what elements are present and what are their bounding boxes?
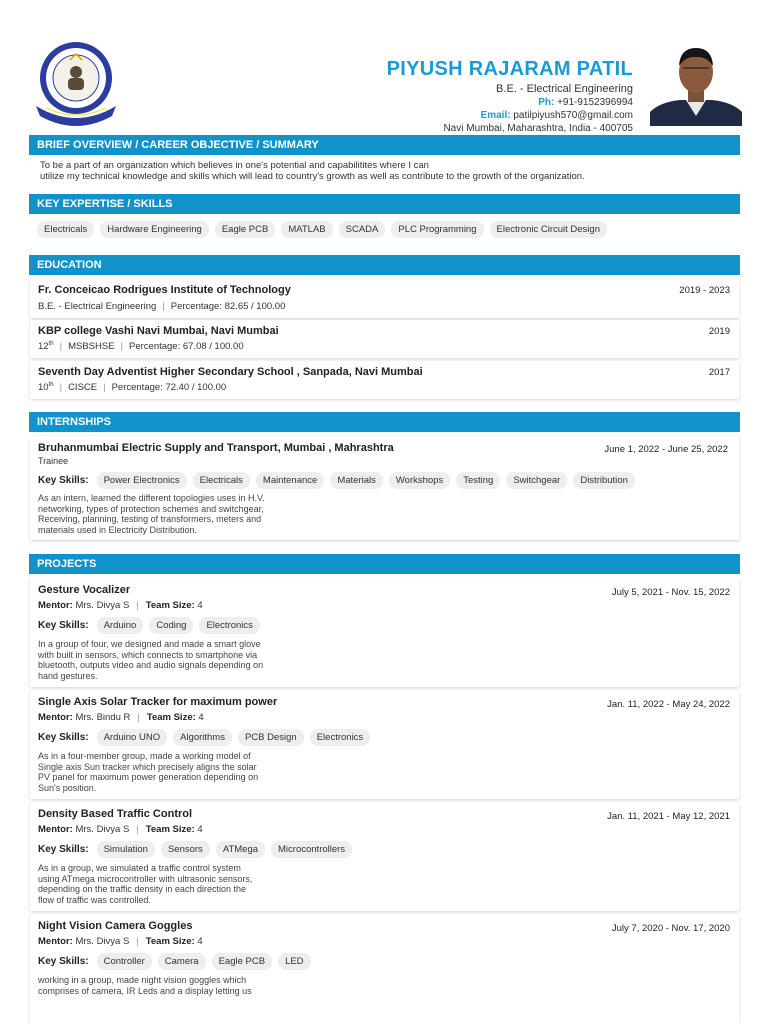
project-card [30,915,739,1024]
description-line: with built in sensors, which connects to smartphone via [38,649,258,660]
skill-chip: Maintenance [256,472,324,489]
project-mentor-line: Mentor: Mrs. Divya S | Team Size: 4 [38,824,203,835]
project-description [38,975,308,996]
email-line [387,110,633,121]
summary-line-2: utilize my technical knowledge and skills which will lead to country's growth as well as contribute to the growth of the organization. [40,171,585,182]
skill-chip: SCADA [339,221,386,238]
project-title: Density Based Traffic Control [38,808,193,820]
skill-chip: Testing [456,472,500,489]
internship-key-skills [38,472,635,489]
mentor-name: Mrs. Bindu R [75,712,131,723]
description-line: comprises of camera, IR Leds and a display letting us [38,985,252,996]
education-board: MSBSHSE [68,341,115,353]
mentor-name: Mrs. Divya S [75,936,130,947]
project-description [38,863,308,905]
project-mentor-line: Mentor: Mrs. Divya S | Team Size: 4 [38,936,203,947]
name-block [387,58,633,134]
internship-dates: June 1, 2022 - June 25, 2022 [604,444,728,455]
email-label: Email: [480,110,511,121]
resume-header [0,0,768,132]
key-skills-label: Key Skills: [38,475,89,486]
skill-chip: Electronics [199,617,259,634]
education-course: B.E. - Electrical Engineering [38,301,157,312]
education-details: B.E. - Electrical Engineering | Percentage: 82.65 / 100.00 [38,301,286,312]
skill-chip: Coding [149,617,193,634]
skills-list [37,221,607,238]
skill-chip: Electricals [193,472,250,489]
project-title: Gesture Vocalizer [38,584,131,596]
skill-chip: Eagle PCB [212,953,272,970]
project-dates: Jan. 11, 2021 - May 12, 2021 [607,811,730,822]
summary-text [40,160,720,182]
skill-chip: LED [278,953,310,970]
description-line: Sun's position. [38,782,97,793]
profile-photo [650,42,742,126]
project-dates: Jan. 11, 2022 - May 24, 2022 [607,699,730,710]
description-line: materials used in Electricity Distribution. [38,524,198,535]
skill-chip: Electricals [37,221,94,238]
project-mentor-line: Mentor: Mrs. Divya S | Team Size: 4 [38,600,203,611]
description-line: As in a four-member group, made a working model of [38,751,251,761]
project-card [30,691,739,799]
description-line: Receiving, planning, testing of transformers, meters and [38,514,262,524]
team-size-label: Team Size: [145,824,195,835]
skill-chip: Sensors [161,841,210,858]
phone-value[interactable]: +91-9152396994 [557,97,633,108]
phone-line [387,97,633,108]
skill-chip: PLC Programming [391,221,483,238]
institute-logo [30,40,122,126]
team-size-value: 4 [197,600,203,611]
skill-chip: Power Electronics [97,472,187,489]
skill-chip: Microcontrollers [271,841,352,858]
skill-chip: Arduino UNO [97,729,168,746]
education-score: Percentage: 72.40 / 100.00 [111,382,227,394]
skill-chip: Materials [330,472,383,489]
key-skills-label: Key Skills: [38,620,89,631]
project-key-skills [38,617,260,634]
summary-section-bar: BRIEF OVERVIEW / CAREER OBJECTIVE / SUMMARY [29,135,740,155]
project-description [38,751,308,793]
education-dates: 2019 [708,326,730,337]
project-mentor-line: Mentor: Mrs. Bindu R | Team Size: 4 [38,712,204,723]
skill-chip: Distribution [573,472,635,489]
team-size-label: Team Size: [145,600,195,611]
education-card [30,280,739,318]
project-key-skills [38,841,352,858]
internship-role: Trainee [38,456,69,466]
email-value[interactable]: patilpiyush570@gmail.com [513,110,633,121]
project-dates: July 7, 2020 - Nov. 17, 2020 [611,923,730,934]
education-score: Percentage: 82.65 / 100.00 [170,301,286,312]
description-line: networking, types of protection schemes and switchgear, [38,503,264,514]
description-line: using ATmega microcontroller with ultrasonic sensors, [38,873,253,884]
description-line: Single axis Sun tracker which precisely aligns the solar [38,761,257,772]
key-skills-label: Key Skills: [38,956,89,967]
skill-chip: Algorithms [173,729,232,746]
description-line: PV panel for maximum power generation depending on [38,772,259,782]
mentor-name: Mrs. Divya S [75,600,130,611]
education-course: 12 [38,341,49,353]
team-size-value: 4 [197,824,203,835]
education-board: CISCE [68,382,98,394]
mentor-name: Mrs. Divya S [75,824,130,835]
project-description [38,639,308,681]
summary-line-1: To be a part of an organization which believes in one's potential and capabilitites where I can [40,160,429,171]
education-dates: 2017 [708,367,730,378]
internship-description [38,493,328,535]
education-dates: 2019 - 2023 [679,285,730,296]
internship-card [30,436,739,540]
team-size-label: Team Size: [145,936,195,947]
skill-chip: Electronic Circuit Design [490,221,607,238]
mentor-label: Mentor: [38,936,73,947]
internship-company: Bruhanmumbai Electric Supply and Transport, Mumbai , Mahrashtra [38,442,394,454]
skill-chip: Electronics [310,729,370,746]
mentor-label: Mentor: [38,712,73,723]
candidate-name: PIYUSH RAJARAM PATIL [386,58,633,80]
skill-chip: MATLAB [281,221,332,238]
education-institute: KBP college Vashi Navi Mumbai, Navi Mumbai [38,325,279,337]
key-skills-label: Key Skills: [38,844,89,855]
skill-chip: Hardware Engineering [100,221,209,238]
description-line: hand gestures. [38,670,98,681]
candidate-degree: B.E. - Electrical Engineering [496,83,633,95]
education-course-suffix: th [48,341,54,347]
education-course-suffix: th [48,382,54,388]
skill-chip: Switchgear [506,472,567,489]
skill-chip: ATMega [216,841,265,858]
skills-section-bar: KEY EXPERTISE / SKILLS [29,194,740,214]
team-size-label: Team Size: [146,712,196,723]
project-dates: July 5, 2021 - Nov. 15, 2022 [611,587,730,598]
education-section-bar: EDUCATION [29,255,740,275]
skill-chip: Arduino [97,617,144,634]
description-line: working in a group, made night vision goggles which [38,975,247,985]
internships-section-bar: INTERNSHIPS [29,412,740,432]
description-line: As an intern, learned the different topologies uses in H.V. [38,493,265,503]
project-key-skills [38,953,311,970]
project-card [30,803,739,911]
mentor-label: Mentor: [38,600,73,611]
description-line: bluetooth, outputs video and audio signals depending on [38,660,264,670]
projects-section-bar: PROJECTS [29,554,740,574]
skill-chip: Eagle PCB [215,221,275,238]
education-score: Percentage: 67.08 / 100.00 [129,341,244,353]
skill-chip: Controller [97,953,152,970]
education-card [30,361,739,399]
key-skills-label: Key Skills: [38,732,89,743]
project-title: Night Vision Camera Goggles [38,920,193,932]
project-card [30,579,739,687]
project-title: Single Axis Solar Tracker for maximum power [38,696,278,708]
skill-chip: Camera [158,953,206,970]
description-line: flow of traffic was controlled. [38,894,151,905]
education-institute: Fr. Conceicao Rodrigues Institute of Technology [38,284,291,296]
team-size-value: 4 [197,936,203,947]
education-card [30,320,739,358]
mentor-label: Mentor: [38,824,73,835]
description-line: In a group of four, we designed and made a smart glove [38,639,261,649]
project-key-skills [38,729,370,746]
team-size-value: 4 [198,712,204,723]
skill-chip: Simulation [97,841,155,858]
location-line: Navi Mumbai, Maharashtra, India - 400705 [443,123,633,134]
education-institute: Seventh Day Adventist Higher Secondary School , Sanpada, Navi Mumbai [38,366,423,378]
education-details: 12th | MSBSHSE | Percentage: 67.08 / 100.00 [38,341,244,353]
skill-chip: Workshops [389,472,450,489]
skill-chip: PCB Design [238,729,304,746]
phone-label: Ph: [538,97,555,108]
education-course: 10 [38,382,49,394]
description-line: depending on the traffic density in each direction the [38,884,246,894]
description-line: As in a group, we simulated a traffic control system [38,863,241,873]
education-details: 10th | CISCE | Percentage: 72.40 / 100.00 [38,382,227,394]
